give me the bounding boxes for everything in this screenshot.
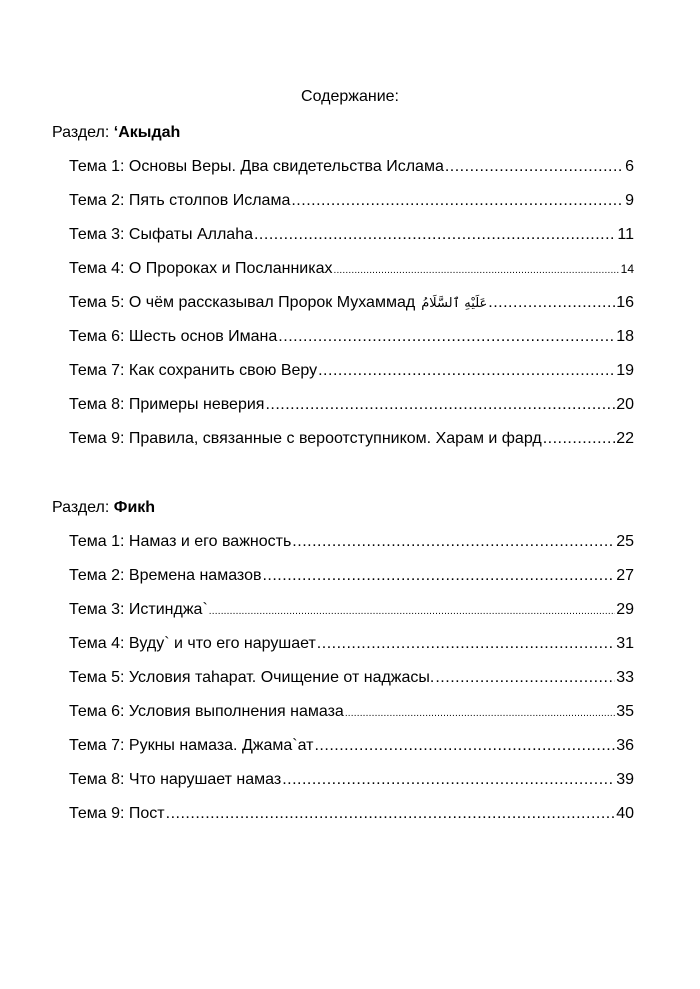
entry-title: Тема 6: Условия выполнения намаза — [69, 703, 344, 720]
entry-title: Тема 1: Основы Веры. Два свидетельства Ислама — [69, 158, 444, 175]
entry-title: Тема 8: Что нарушает намаз — [69, 771, 282, 788]
toc-entry[interactable] — [69, 601, 634, 619]
entry-page-number: 33 — [616, 669, 634, 686]
toc-entry[interactable] — [69, 158, 634, 176]
section-name: Фикh — [113, 499, 156, 516]
entry-title: Тема 3: Истинджа` — [69, 601, 208, 618]
entry-page-number: 9 — [625, 192, 634, 209]
entry-title: Тема 5: О чём рассказывал Пророк Мухаммад — [69, 294, 416, 311]
entry-title: Тема 2: Пять столпов Ислама — [69, 192, 291, 209]
toc-entry[interactable] — [69, 805, 634, 823]
entry-page-number: 27 — [616, 567, 634, 584]
section-heading-fiqh — [52, 499, 155, 517]
entry-title: Тема 6: Шесть основ Имана — [69, 328, 278, 345]
entry-title: Тема 4: Вуду` и что его нарушает — [69, 635, 316, 652]
entry-page-number: 31 — [616, 635, 634, 652]
dot-leader — [291, 192, 624, 210]
entry-page-number: 6 — [625, 158, 634, 175]
toc-entry[interactable] — [69, 226, 634, 244]
entry-page-number: 14 — [620, 262, 634, 276]
toc-entry[interactable] — [69, 635, 634, 653]
toc-entry[interactable] — [69, 294, 634, 312]
toc-entry[interactable] — [69, 396, 634, 414]
entry-page-number: 16 — [616, 294, 634, 311]
toc-entry[interactable] — [69, 260, 634, 278]
entry-title: Тема 7: Рукны намаза. Джама`ат — [69, 737, 314, 754]
dot-leader — [292, 533, 615, 551]
dot-leader — [543, 430, 616, 448]
dot-leader — [314, 737, 615, 755]
entry-title: Тема 5: Условия таhарат. Очищение от наджасы. — [69, 669, 435, 686]
dot-leader — [445, 158, 624, 176]
toc-entry[interactable] — [69, 533, 634, 551]
entry-title: Тема 1: Намаз и его важность — [69, 533, 292, 550]
dot-leader — [317, 635, 615, 653]
entry-page-number: 22 — [616, 430, 634, 447]
section-prefix: Раздел: — [52, 124, 114, 141]
dot-leader — [488, 294, 615, 312]
toc-entry[interactable] — [69, 703, 634, 721]
section-heading-aqida — [52, 124, 180, 142]
entry-title: Тема 9: Пост — [69, 805, 165, 822]
entry-title: Тема 9: Правила, связанные с вероотступником. Харам и фард — [69, 430, 542, 447]
entry-page-number: 39 — [616, 771, 634, 788]
dot-leader — [209, 606, 615, 617]
arabic-blessing: عَلَيْهِ ٱلسَّلَامُ — [421, 296, 488, 311]
dot-leader — [262, 567, 615, 585]
toc-entry[interactable] — [69, 362, 634, 380]
dot-leader — [282, 771, 615, 789]
dot-leader — [166, 805, 616, 823]
entry-page-number: 29 — [616, 601, 634, 618]
entry-title: Тема 8: Примеры неверия — [69, 396, 265, 413]
entry-page-number: 19 — [616, 362, 634, 379]
toc-entry[interactable] — [69, 192, 634, 210]
toc-entry[interactable] — [69, 567, 634, 585]
dot-leader — [435, 669, 615, 687]
entry-title: Тема 3: Сыфаты Аллаhа — [69, 226, 253, 243]
section-prefix: Раздел: — [52, 499, 114, 516]
page-title: Содержание: — [301, 88, 399, 105]
entry-page-number: 25 — [616, 533, 634, 550]
dot-leader — [265, 396, 615, 414]
entry-page-number: 20 — [616, 396, 634, 413]
section-name: ‘Акыдаh — [113, 124, 181, 141]
dot-leader — [345, 708, 615, 719]
toc-entry[interactable] — [69, 669, 634, 687]
entry-page-number: 40 — [616, 805, 634, 822]
entry-title: Тема 4: О Пророках и Посланниках — [69, 260, 333, 277]
entry-page-number: 11 — [617, 226, 634, 243]
toc-entry[interactable] — [69, 430, 634, 448]
entry-page-number: 18 — [616, 328, 634, 345]
toc-entry[interactable] — [69, 328, 634, 346]
dot-leader — [254, 226, 616, 244]
toc-entry[interactable] — [69, 771, 634, 789]
entry-title: Тема 7: Как сохранить свою Веру — [69, 362, 318, 379]
toc-entry[interactable] — [69, 737, 634, 755]
dot-leader — [318, 362, 615, 380]
entry-page-number: 35 — [616, 703, 634, 720]
dot-leader — [333, 265, 619, 276]
entry-page-number: 36 — [616, 737, 634, 754]
entry-title: Тема 2: Времена намазов — [69, 567, 262, 584]
dot-leader — [278, 328, 615, 346]
